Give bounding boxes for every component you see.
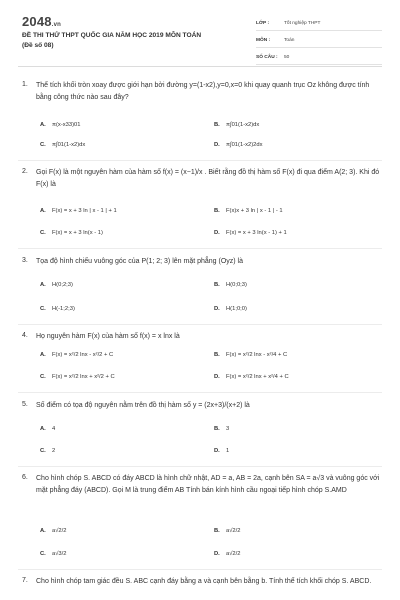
option-text: 4: [52, 426, 56, 432]
meta-value: Tốt nghiệp THPT: [284, 20, 321, 26]
option-key: D.: [214, 306, 220, 312]
option-key: B.: [214, 208, 220, 214]
option-key: D.: [214, 448, 220, 454]
header-divider: [18, 66, 382, 67]
option-a[interactable]: [40, 282, 73, 288]
option-key: A.: [40, 208, 46, 214]
option-a[interactable]: [40, 208, 117, 214]
question-divider: [18, 248, 382, 249]
option-text: 3: [226, 426, 230, 432]
option-text: F(x) = x + 3 ln(x - 1) + 1: [226, 230, 287, 236]
logo-suffix: .vn: [51, 22, 62, 28]
question-2: [18, 167, 382, 190]
option-text: π∫01(1-x2)2dx: [226, 142, 263, 148]
option-c[interactable]: [40, 142, 85, 148]
option-text: H(-1;2;3): [52, 306, 75, 312]
question-text: Số điểm có tọa độ nguyên nằm trên đồ thị hàm số y = (2x+3)/(x+2) là: [36, 402, 250, 409]
question-3: [18, 256, 382, 268]
exam-meta: [256, 16, 382, 67]
option-d[interactable]: [214, 142, 263, 148]
question-number: 5.: [22, 401, 28, 408]
question-divider: [18, 324, 382, 325]
option-key: C.: [40, 551, 46, 557]
meta-value: 50: [284, 54, 290, 60]
option-key: B.: [214, 352, 220, 358]
option-text: H(0;0;3): [226, 282, 247, 288]
option-text: a√2/2: [226, 528, 241, 534]
option-a[interactable]: [40, 122, 80, 128]
option-text: 1: [226, 448, 230, 454]
option-text: a√2/2: [226, 551, 241, 557]
question-text: Gọi F(x) là một nguyên hàm của hàm số f(x) = (x−1)/x . Biết rằng đồ thị hàm số F(x) đi qua điểm A(2; 3). Khi đó F(x) là: [36, 169, 380, 188]
question-divider: [18, 569, 382, 570]
question-6: [18, 473, 382, 496]
meta-label: LỚP :: [256, 20, 270, 26]
option-c[interactable]: [40, 306, 75, 312]
question-text: Cho hình chóp tam giác đều S. ABC cạnh đáy bằng a và cạnh bên bằng b. Tính thể tích khối chóp S. ABCD.: [36, 578, 372, 585]
option-key: C.: [40, 374, 46, 380]
question-divider: [18, 392, 382, 393]
question-number: 1.: [22, 81, 28, 88]
option-c[interactable]: [40, 230, 103, 236]
option-d[interactable]: [214, 374, 289, 380]
option-a[interactable]: [40, 528, 66, 534]
option-b[interactable]: [214, 352, 287, 358]
option-text: π∫01(1-x2)dx: [226, 122, 260, 128]
option-c[interactable]: [40, 448, 55, 454]
option-key: C.: [40, 306, 46, 312]
meta-label: MÔN :: [256, 37, 271, 43]
option-d[interactable]: [214, 551, 240, 557]
option-key: A.: [40, 122, 46, 128]
option-key: D.: [214, 142, 220, 148]
option-key: B.: [214, 282, 220, 288]
option-b[interactable]: [214, 528, 240, 534]
option-b[interactable]: [214, 122, 259, 128]
option-a[interactable]: [40, 426, 55, 432]
option-text: a√2/2: [52, 528, 67, 534]
question-number: 7.: [22, 577, 28, 584]
meta-label: SỐ CÂU :: [256, 54, 278, 60]
option-b[interactable]: [214, 282, 247, 288]
option-key: D.: [214, 230, 220, 236]
exam-subtitle: (Đề số 08): [22, 42, 54, 49]
meta-value: Toán: [284, 37, 295, 43]
question-text: Thể tích khối tròn xoay được giới hạn bởi đường y=(1-x2),y=0,x=0 khi quay quanh trục Oz không được tính bằng công thức nào sau đây?: [36, 82, 370, 101]
question-divider: [18, 160, 382, 161]
option-text: a√3/2: [52, 551, 67, 557]
meta-row-class: [256, 16, 382, 31]
exam-title: ĐỀ THI THỬ THPT QUỐC GIA NĂM HỌC 2019 MÔN TOÁN: [22, 32, 202, 39]
question-number: 4.: [22, 332, 28, 339]
meta-row-subject: [256, 33, 382, 48]
option-text: F(x) = x²/2 lnx + x²/4 + C: [226, 374, 289, 380]
option-text: F(x) = x²/2 lnx - x²/4 + C: [226, 352, 288, 358]
option-b[interactable]: [214, 208, 283, 214]
option-d[interactable]: [214, 306, 247, 312]
meta-row-count: [256, 50, 382, 65]
option-key: C.: [40, 230, 46, 236]
question-1: [18, 80, 382, 103]
option-text: π(x-x33)01: [52, 122, 81, 128]
option-text: H(0;2;3): [52, 282, 73, 288]
option-text: F(x) = x + 3 ln(x - 1): [52, 230, 103, 236]
option-a[interactable]: [40, 352, 113, 358]
option-text: H(1;0;0): [226, 306, 247, 312]
option-text: F(x) = x²/2 lnx + x²/2 + C: [52, 374, 115, 380]
question-number: 2.: [22, 168, 28, 175]
question-5: [18, 400, 382, 412]
question-text: Cho hình chóp S. ABCD có đáy ABCD là hình chữ nhật, AD = a, AB = 2a, cạnh bên SA = a√3 và vuông góc với mặt phẳng đáy (ABCD). Gọi M là trung điểm AB Tính bán kính hình cầu ngoại tiếp hình chóp S.AMD: [36, 475, 380, 494]
option-key: C.: [40, 142, 46, 148]
option-text: F(x) = x + 3 ln | x - 1 | + 1: [52, 208, 117, 214]
option-text: F(x)x + 3 ln | x - 1 | - 1: [226, 208, 283, 214]
option-c[interactable]: [40, 551, 66, 557]
question-divider: [18, 466, 382, 467]
option-b[interactable]: [214, 426, 229, 432]
option-key: A.: [40, 426, 46, 432]
option-c[interactable]: [40, 374, 115, 380]
question-number: 3.: [22, 257, 28, 264]
question-number: 6.: [22, 474, 28, 481]
question-text: Họ nguyên hàm F(x) của hàm số f(x) = x lnx là: [36, 333, 180, 340]
option-key: A.: [40, 352, 46, 358]
option-key: B.: [214, 122, 220, 128]
option-key: A.: [40, 528, 46, 534]
option-key: D.: [214, 374, 220, 380]
site-logo[interactable]: [22, 14, 61, 29]
option-text: 2: [52, 448, 56, 454]
option-text: π∫01(1-x2)dx: [52, 142, 86, 148]
option-key: B.: [214, 528, 220, 534]
option-key: D.: [214, 551, 220, 557]
question-4: [18, 331, 382, 343]
option-d[interactable]: [214, 230, 287, 236]
logo-text: 2048: [22, 14, 52, 29]
option-key: A.: [40, 282, 46, 288]
option-text: F(x) = x²/2 lnx - x²/2 + C: [52, 352, 114, 358]
option-d[interactable]: [214, 448, 229, 454]
option-key: B.: [214, 426, 220, 432]
option-key: C.: [40, 448, 46, 454]
question-7: [18, 576, 382, 588]
question-text: Tọa độ hình chiếu vuông góc của P(1; 2; 3) lên mặt phẳng (Oyz) là: [36, 258, 244, 265]
